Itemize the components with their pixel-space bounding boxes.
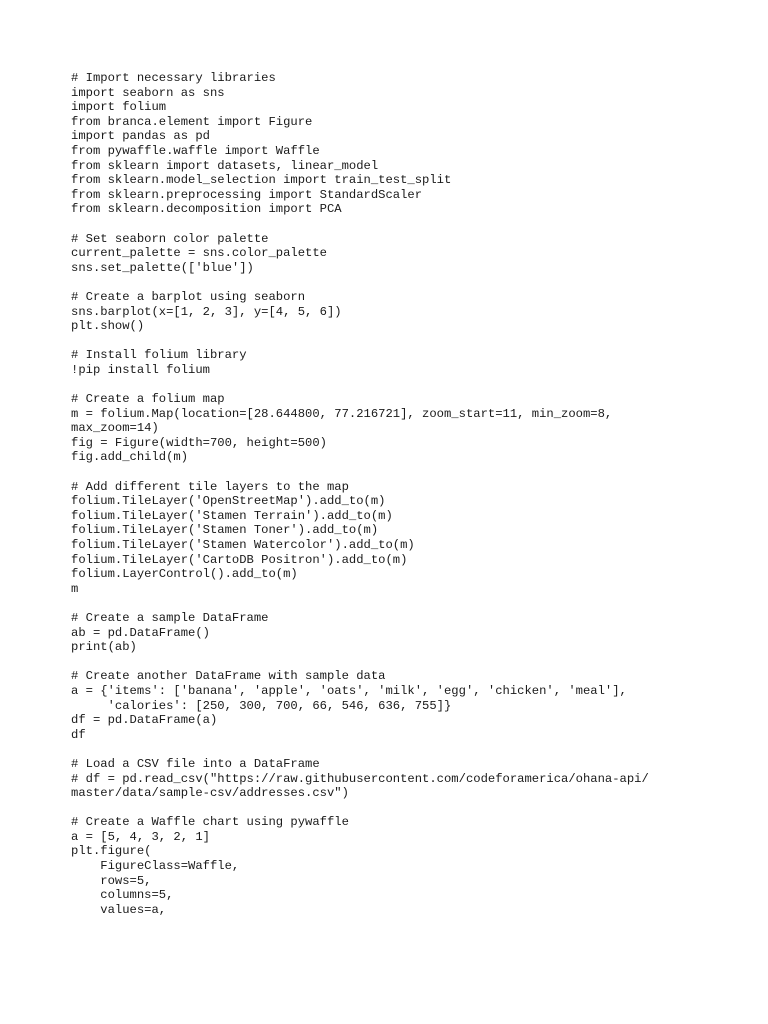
code-line: df = pd.DataFrame(a) bbox=[71, 713, 218, 728]
code-line: plt.figure( bbox=[71, 844, 152, 859]
code-line bbox=[71, 801, 751, 816]
code-line: fig = Figure(width=700, height=500) bbox=[71, 435, 327, 450]
code-line: values=a, bbox=[71, 902, 167, 917]
code-line: # Create a Waffle chart using pywaffle bbox=[71, 815, 349, 830]
code-line: from sklearn.model_selection import train_test_split bbox=[71, 173, 452, 188]
code-line: # Create a sample DataFrame bbox=[71, 610, 269, 625]
code-line: 'calories': [250, 300, 700, 66, 546, 636, 755]} bbox=[71, 698, 452, 713]
code-line: master/data/sample-csv/addresses.csv") bbox=[71, 786, 349, 801]
code-line: from sklearn.preprocessing import StandardScaler bbox=[71, 187, 423, 202]
code-line: from branca.element import Figure bbox=[71, 114, 313, 129]
code-line bbox=[71, 334, 751, 349]
code-line: print(ab) bbox=[71, 640, 137, 655]
code-line bbox=[71, 655, 751, 670]
code-line: FigureClass=Waffle, bbox=[71, 859, 240, 874]
code-line: sns.set_palette(['blue']) bbox=[71, 260, 254, 275]
code-line bbox=[71, 275, 751, 290]
code-line: # Create a barplot using seaborn bbox=[71, 289, 306, 304]
code-line: current_palette = sns.color_palette bbox=[71, 246, 327, 261]
code-line: !pip install folium bbox=[71, 362, 210, 377]
code-line: folium.TileLayer('Stamen Terrain').add_to(m) bbox=[71, 508, 393, 523]
code-line: plt.show() bbox=[71, 319, 145, 334]
code-line: max_zoom=14) bbox=[71, 421, 159, 436]
code-line: ab = pd.DataFrame() bbox=[71, 625, 210, 640]
code-line: rows=5, bbox=[71, 873, 152, 888]
code-line: from sklearn import datasets, linear_model bbox=[71, 158, 379, 173]
code-line bbox=[71, 377, 751, 392]
code-line: fig.add_child(m) bbox=[71, 450, 189, 465]
code-line: folium.LayerControl().add_to(m) bbox=[71, 567, 298, 582]
code-line: folium.TileLayer('CartoDB Positron').add_to(m) bbox=[71, 552, 408, 567]
code-line: a = {'items': ['banana', 'apple', 'oats', 'milk', 'egg', 'chicken', 'meal'], bbox=[71, 683, 627, 698]
code-line: folium.TileLayer('Stamen Toner').add_to(m) bbox=[71, 523, 379, 538]
code-line: # Load a CSV file into a DataFrame bbox=[71, 756, 320, 771]
code-line: # Add different tile layers to the map bbox=[71, 479, 349, 494]
code-line: # Create another DataFrame with sample data bbox=[71, 669, 386, 684]
code-line: # Import necessary libraries bbox=[71, 71, 276, 85]
code-line: import folium bbox=[71, 100, 167, 115]
code-line bbox=[71, 742, 751, 757]
code-line: import seaborn as sns bbox=[71, 85, 225, 100]
code-line: columns=5, bbox=[71, 888, 174, 903]
code-page bbox=[71, 71, 751, 917]
code-line: m = folium.Map(location=[28.644800, 77.216721], zoom_start=11, min_zoom=8, bbox=[71, 406, 613, 421]
code-line: # df = pd.read_csv("https://raw.githubusercontent.com/codeforamerica/ohana-api/ bbox=[71, 771, 649, 786]
code-line: a = [5, 4, 3, 2, 1] bbox=[71, 829, 210, 844]
code-line: df bbox=[71, 727, 86, 742]
code-line: # Install folium library bbox=[71, 348, 247, 363]
code-line: # Set seaborn color palette bbox=[71, 231, 269, 246]
code-line: folium.TileLayer('Stamen Watercolor').add_to(m) bbox=[71, 538, 415, 552]
code-line: from sklearn.decomposition import PCA bbox=[71, 202, 342, 217]
code-line bbox=[71, 465, 751, 480]
code-line bbox=[71, 596, 751, 611]
code-line: import pandas as pd bbox=[71, 129, 210, 144]
code-line bbox=[71, 217, 751, 232]
code-line: sns.barplot(x=[1, 2, 3], y=[4, 5, 6]) bbox=[71, 304, 342, 319]
code-line: m bbox=[71, 581, 79, 596]
code-line: from pywaffle.waffle import Waffle bbox=[71, 143, 320, 158]
code-line: folium.TileLayer('OpenStreetMap').add_to(m) bbox=[71, 494, 386, 509]
code-line: # Create a folium map bbox=[71, 392, 225, 407]
